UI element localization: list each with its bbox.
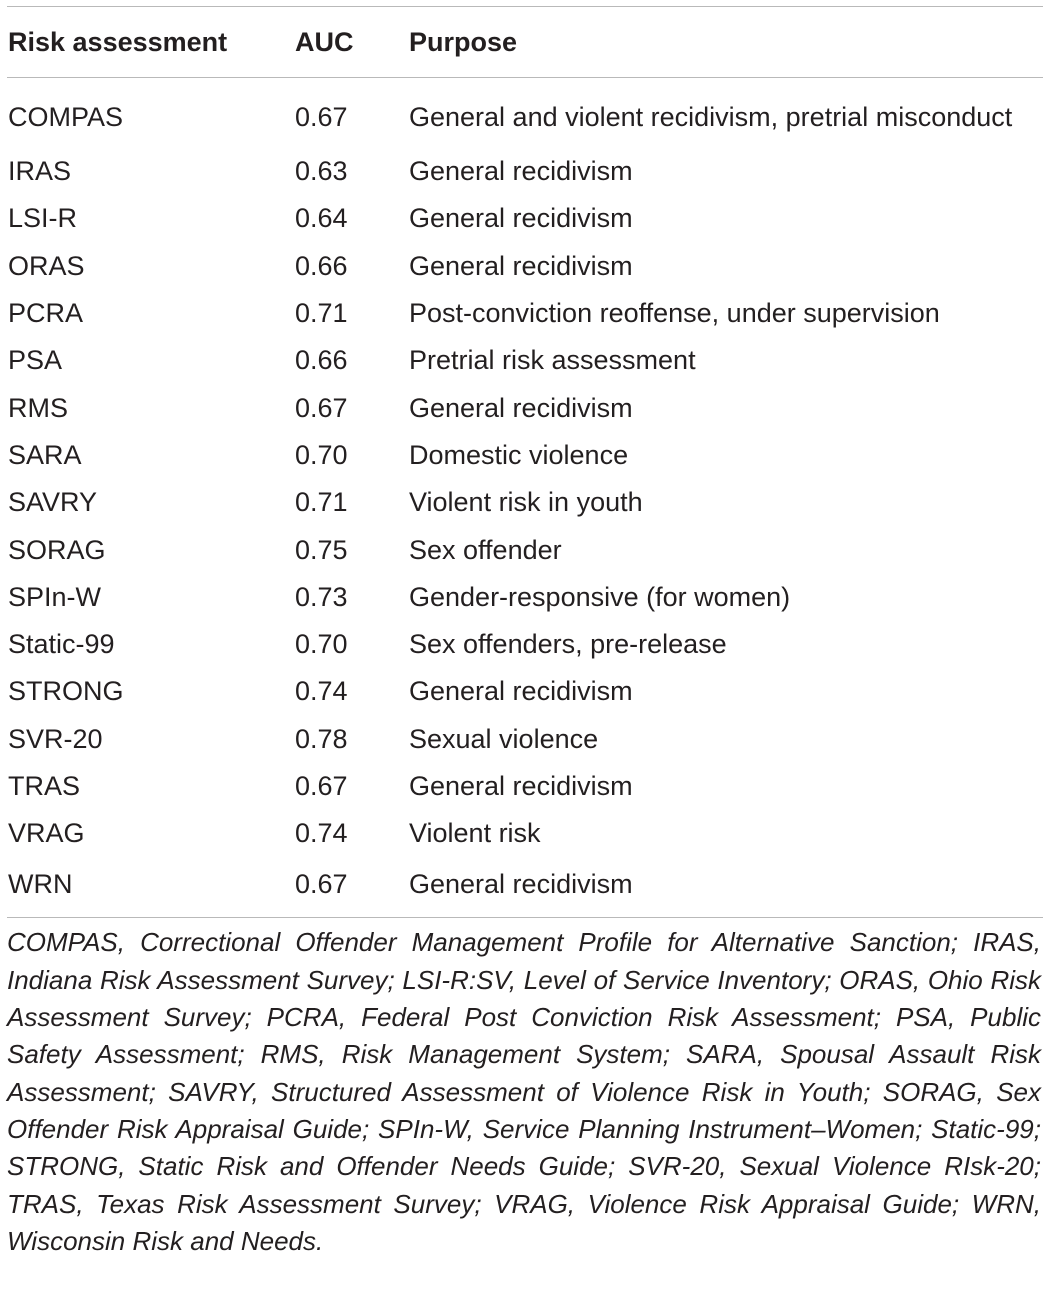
- cell-auc: 0.78: [295, 723, 348, 754]
- header-row: [7, 7, 1043, 77]
- cell-instrument: SORAG: [8, 534, 106, 565]
- cell-auc: 0.67: [295, 771, 348, 801]
- cell-instrument: VRAG: [8, 818, 85, 849]
- cell-purpose: Sex offenders, pre-release: [409, 629, 727, 660]
- cell-instrument: SARA: [8, 439, 82, 470]
- table-row: [7, 621, 1043, 668]
- cell-auc: 0.71: [295, 298, 348, 329]
- cell-purpose: General recidivism: [409, 676, 633, 707]
- cell-purpose: Domestic violence: [409, 439, 629, 470]
- cell-instrument: PSA: [8, 345, 63, 376]
- cell-purpose: Violent risk in youth: [409, 487, 643, 518]
- cell-instrument: ORAS: [8, 250, 85, 281]
- table-row: [7, 384, 1043, 431]
- cell-instrument: LSI-R: [8, 203, 78, 234]
- cell-instrument: SVR-20: [8, 723, 103, 754]
- cell-purpose: General recidivism: [409, 392, 633, 423]
- cell-auc: 0.70: [295, 439, 348, 470]
- risk-assessment-table: [7, 7, 1043, 77]
- cell-instrument: PCRA: [8, 298, 84, 329]
- cell-auc: 0.73: [295, 581, 348, 612]
- cell-purpose: Sexual violence: [409, 723, 599, 754]
- cell-purpose: Gender-responsive (for women): [409, 581, 791, 612]
- table-row: [7, 432, 1043, 479]
- cell-instrument: STRONG: [8, 676, 124, 707]
- cell-auc: 0.66: [295, 250, 348, 281]
- cell-purpose: General and violent recidivism, pretrial misconduct: [409, 101, 1013, 132]
- cell-instrument: SPIn-W: [8, 581, 102, 612]
- cell-purpose: Pretrial risk assessment: [409, 345, 696, 376]
- header-risk-assessment: Risk assessment: [8, 26, 228, 57]
- cell-auc: 0.63: [295, 156, 348, 187]
- cell-purpose: General recidivism: [409, 156, 633, 187]
- cell-purpose: Violent risk: [409, 818, 541, 849]
- cell-auc: 0.67: [295, 101, 348, 132]
- cell-auc: 0.74: [295, 676, 348, 707]
- cell-instrument: RMS: [8, 392, 68, 423]
- cell-instrument: Static-99: [8, 629, 115, 660]
- cell-auc: 0.71: [295, 487, 348, 518]
- table-row: [7, 716, 1043, 763]
- table-row: [7, 337, 1043, 384]
- cell-auc: 0.64: [295, 203, 348, 234]
- table-row: [7, 243, 1043, 290]
- table-row: [7, 78, 1043, 148]
- cell-purpose: General recidivism: [409, 250, 633, 281]
- table-header: [7, 7, 1043, 77]
- cell-purpose: General recidivism: [409, 203, 633, 234]
- table-row: [7, 574, 1043, 621]
- table-row: [7, 810, 1043, 857]
- cell-instrument: COMPAS: [8, 101, 124, 132]
- risk-assessment-table-body: [7, 78, 1043, 917]
- risk-assessment-table-figure: [7, 6, 1043, 1260]
- table-row: [7, 668, 1043, 715]
- table-row: [7, 290, 1043, 337]
- table-row: [7, 479, 1043, 526]
- cell-auc: 0.66: [295, 345, 348, 376]
- table-body: [7, 78, 1043, 917]
- cell-auc: 0.67: [295, 392, 348, 423]
- table-row: [7, 148, 1043, 195]
- cell-auc: 0.70: [295, 629, 348, 660]
- cell-instrument: SAVRY: [8, 487, 98, 518]
- cell-purpose: Sex offender: [409, 534, 562, 565]
- cell-auc: 0.74: [295, 818, 348, 849]
- table-row: [7, 857, 1043, 917]
- header-auc: AUC: [295, 26, 354, 57]
- cell-instrument: IRAS: [8, 156, 72, 187]
- cell-auc: 0.75: [295, 534, 348, 565]
- cell-instrument: TRAS: [8, 771, 81, 801]
- table-row: [7, 763, 1043, 810]
- table-footnote: COMPAS, Correctional Offender Management Profile for Alternative Sanction; IRAS, Indiana Risk Assessment Survey; LSI-R:SV, Level of Service Inventory; ORAS, Ohio Risk Assessment Survey; PCRA, Federal Post Conviction Risk Assessment; PSA, Public Safety Assessment; RMS, Risk Management System; SARA, Spousal Assault Risk Assessment; SAVRY, Structured Assessment of Violence Risk in Youth; SORAG, Sex Offender Risk Appraisal Guide; SPIn-W, Service Planning Instrument–Women; Static-99; STRONG, Static Risk and Offender Needs Guide; SVR-20, Sexual Violence RIsk-20; TRAS, Texas Risk Assessment Survey; VRAG, Violence Risk Appraisal Guide; WRN, Wisconsin Risk and Needs.: [7, 927, 1041, 1256]
- table-row: [7, 195, 1043, 242]
- cell-purpose: Post-conviction reoffense, under supervision: [409, 298, 940, 329]
- table-row: [7, 526, 1043, 573]
- cell-purpose: General recidivism: [409, 868, 633, 899]
- cell-auc: 0.67: [295, 868, 348, 899]
- cell-instrument: WRN: [8, 868, 73, 899]
- cell-purpose: General recidivism: [409, 771, 633, 801]
- header-purpose: Purpose: [409, 26, 518, 57]
